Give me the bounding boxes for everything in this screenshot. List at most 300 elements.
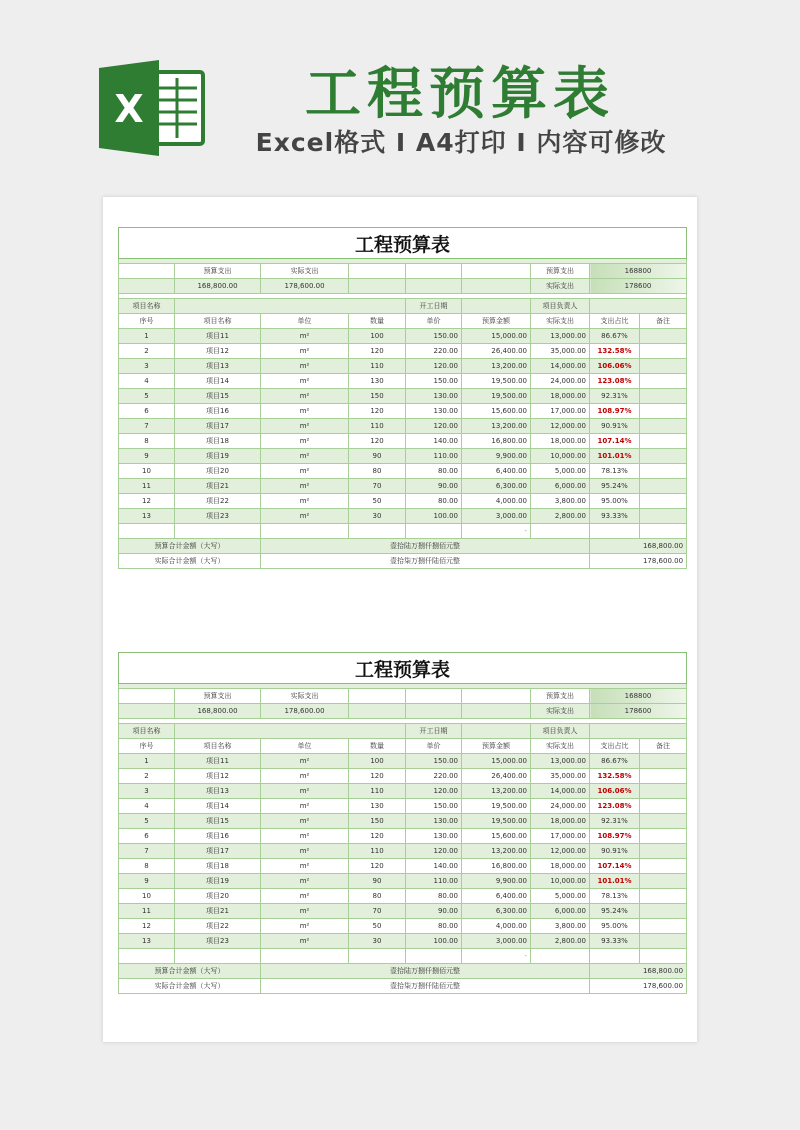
row-budget[interactable]: 3,000.00 (462, 509, 531, 524)
row-actual[interactable]: 18,000.00 (531, 814, 590, 829)
summary-cell[interactable] (349, 279, 406, 294)
row-budget[interactable]: 6,400.00 (462, 464, 531, 479)
summary-cell[interactable] (406, 704, 462, 719)
row-no: 4 (119, 374, 175, 389)
row-unit[interactable]: m² (261, 829, 349, 844)
row-qty[interactable]: 150 (349, 814, 406, 829)
row-no: 1 (119, 754, 175, 769)
total-actual-row (119, 554, 687, 569)
row-unit[interactable]: m² (261, 419, 349, 434)
cell[interactable] (640, 524, 687, 539)
summary-cell[interactable] (349, 689, 406, 704)
row-budget[interactable]: 16,800.00 (462, 434, 531, 449)
summary-right-budget-value[interactable]: 168800 (590, 689, 687, 704)
row-price[interactable]: 80.00 (406, 464, 462, 479)
summary-actual-label: 实际支出 (261, 264, 349, 279)
row-name[interactable]: 项目23 (175, 509, 261, 524)
row-name[interactable]: 项目20 (175, 464, 261, 479)
row-budget[interactable]: 19,500.00 (462, 374, 531, 389)
excel-logo-icon (97, 58, 207, 158)
cell[interactable] (119, 949, 175, 964)
row-qty[interactable]: 90 (349, 449, 406, 464)
row-no: 2 (119, 769, 175, 784)
row-unit[interactable]: m² (261, 784, 349, 799)
row-name[interactable]: 项目13 (175, 359, 261, 374)
row-qty[interactable]: 90 (349, 874, 406, 889)
row-budget[interactable]: 6,400.00 (462, 889, 531, 904)
row-actual[interactable]: 14,000.00 (531, 784, 590, 799)
row-note[interactable] (640, 769, 687, 784)
row-ratio: 95.00% (590, 494, 640, 509)
row-no: 10 (119, 889, 175, 904)
logo-letter: X (114, 87, 144, 131)
row-no: 6 (119, 404, 175, 419)
row-note[interactable] (640, 389, 687, 404)
row-qty[interactable]: 70 (349, 904, 406, 919)
col-header-ratio: 支出占比 (590, 739, 640, 754)
row-actual[interactable]: 3,800.00 (531, 919, 590, 934)
row-no: 3 (119, 784, 175, 799)
summary-cell[interactable] (119, 279, 175, 294)
row-no: 3 (119, 359, 175, 374)
row-note[interactable] (640, 344, 687, 359)
cell[interactable] (640, 949, 687, 964)
row-qty[interactable]: 120 (349, 404, 406, 419)
row-no: 2 (119, 344, 175, 359)
row-price[interactable]: 80.00 (406, 494, 462, 509)
row-actual[interactable]: 10,000.00 (531, 449, 590, 464)
manager-label: 项目负责人 (531, 724, 590, 739)
row-actual[interactable]: 13,000.00 (531, 329, 590, 344)
row-note[interactable] (640, 404, 687, 419)
row-name[interactable]: 项目11 (175, 754, 261, 769)
row-no: 12 (119, 919, 175, 934)
row-unit[interactable]: m² (261, 814, 349, 829)
row-qty[interactable]: 120 (349, 769, 406, 784)
row-unit[interactable]: m² (261, 859, 349, 874)
row-no: 12 (119, 494, 175, 509)
cell[interactable] (261, 949, 349, 964)
row-no: 8 (119, 434, 175, 449)
row-note[interactable] (640, 919, 687, 934)
row-actual[interactable]: 3,800.00 (531, 494, 590, 509)
row-unit[interactable]: m² (261, 889, 349, 904)
row-budget[interactable]: 19,500.00 (462, 799, 531, 814)
row-price[interactable]: 110.00 (406, 874, 462, 889)
row-actual[interactable]: 18,000.00 (531, 434, 590, 449)
summary-cell[interactable] (462, 279, 531, 294)
row-note[interactable] (640, 829, 687, 844)
row-ratio: 93.33% (590, 509, 640, 524)
row-ratio: 95.24% (590, 904, 640, 919)
row-unit[interactable]: m² (261, 374, 349, 389)
row-budget[interactable]: 26,400.00 (462, 769, 531, 784)
row-actual[interactable]: 13,000.00 (531, 754, 590, 769)
summary-cell[interactable] (462, 704, 531, 719)
table-row (119, 464, 687, 479)
row-actual[interactable]: 18,000.00 (531, 859, 590, 874)
row-unit[interactable]: m² (261, 769, 349, 784)
row-note[interactable] (640, 859, 687, 874)
row-budget[interactable]: 26,400.00 (462, 344, 531, 359)
summary-actual-value[interactable]: 178,600.00 (261, 279, 349, 294)
row-price[interactable]: 120.00 (406, 844, 462, 859)
row-qty[interactable]: 110 (349, 419, 406, 434)
summary-cell[interactable] (406, 264, 462, 279)
col-header-actual: 实际支出 (531, 739, 590, 754)
row-unit[interactable]: m² (261, 509, 349, 524)
summary-actual-value[interactable]: 178,600.00 (261, 704, 349, 719)
row-name[interactable]: 项目14 (175, 799, 261, 814)
row-note[interactable] (640, 329, 687, 344)
row-price[interactable]: 110.00 (406, 449, 462, 464)
row-qty[interactable]: 110 (349, 784, 406, 799)
row-ratio: 78.13% (590, 464, 640, 479)
row-price[interactable]: 90.00 (406, 904, 462, 919)
row-no: 5 (119, 389, 175, 404)
summary-cell[interactable] (406, 689, 462, 704)
summary-cell[interactable] (119, 689, 175, 704)
row-name[interactable]: 项目16 (175, 404, 261, 419)
row-price[interactable]: 150.00 (406, 374, 462, 389)
row-note[interactable] (640, 754, 687, 769)
row-name[interactable]: 项目23 (175, 934, 261, 949)
summary-right-actual-value[interactable]: 178600 (590, 279, 687, 294)
row-unit[interactable]: m² (261, 904, 349, 919)
row-name[interactable]: 项目17 (175, 419, 261, 434)
row-name[interactable]: 项目13 (175, 784, 261, 799)
summary-cell[interactable] (119, 704, 175, 719)
row-qty[interactable]: 100 (349, 754, 406, 769)
row-name[interactable]: 项目12 (175, 344, 261, 359)
row-price[interactable]: 130.00 (406, 389, 462, 404)
row-unit[interactable]: m² (261, 389, 349, 404)
row-ratio: 92.31% (590, 389, 640, 404)
table-row (119, 799, 687, 814)
summary-cell[interactable] (462, 689, 531, 704)
row-actual[interactable]: 12,000.00 (531, 844, 590, 859)
row-actual[interactable]: 6,000.00 (531, 904, 590, 919)
row-note[interactable] (640, 904, 687, 919)
row-budget[interactable]: 4,000.00 (462, 494, 531, 509)
row-note[interactable] (640, 464, 687, 479)
row-actual[interactable]: 17,000.00 (531, 829, 590, 844)
total-actual-words: 壹拾柒万捌仟陆佰元整 (261, 554, 590, 569)
banner-title: 工程预算表 (305, 62, 615, 127)
promo-header (0, 0, 800, 190)
row-qty[interactable]: 120 (349, 859, 406, 874)
row-price[interactable]: 120.00 (406, 419, 462, 434)
row-note[interactable] (640, 509, 687, 524)
col-header-note: 备注 (640, 314, 687, 329)
row-budget[interactable]: 15,000.00 (462, 329, 531, 344)
row-ratio: 107.14% (590, 859, 640, 874)
row-actual[interactable]: 10,000.00 (531, 874, 590, 889)
row-ratio: 106.06% (590, 359, 640, 374)
row-actual[interactable]: 2,800.00 (531, 509, 590, 524)
row-price[interactable]: 120.00 (406, 784, 462, 799)
row-qty[interactable]: 120 (349, 434, 406, 449)
row-actual[interactable]: 24,000.00 (531, 374, 590, 389)
row-qty[interactable]: 110 (349, 359, 406, 374)
cell[interactable] (175, 949, 261, 964)
table-row (119, 404, 687, 419)
row-budget[interactable]: 9,900.00 (462, 874, 531, 889)
row-actual[interactable]: 2,800.00 (531, 934, 590, 949)
row-qty[interactable]: 150 (349, 389, 406, 404)
table-row (119, 904, 687, 919)
start-date-value[interactable] (462, 299, 531, 314)
row-name[interactable]: 项目14 (175, 374, 261, 389)
table-row (119, 494, 687, 509)
manager-value[interactable] (590, 299, 687, 314)
blank-row-mark: - (462, 949, 531, 964)
cell[interactable] (119, 524, 175, 539)
row-ratio: 90.91% (590, 844, 640, 859)
cell[interactable] (590, 524, 640, 539)
row-price[interactable]: 130.00 (406, 404, 462, 419)
row-no: 7 (119, 844, 175, 859)
row-note[interactable] (640, 874, 687, 889)
table-title: 工程预算表 (119, 228, 687, 259)
summary-cell[interactable] (119, 264, 175, 279)
row-qty[interactable]: 70 (349, 479, 406, 494)
row-unit[interactable]: m² (261, 479, 349, 494)
row-ratio: 86.67% (590, 754, 640, 769)
row-no: 5 (119, 814, 175, 829)
total-budget-row (119, 539, 687, 554)
row-price[interactable]: 220.00 (406, 769, 462, 784)
row-actual[interactable]: 17,000.00 (531, 404, 590, 419)
summary-right-actual-value[interactable]: 178600 (590, 704, 687, 719)
row-note[interactable] (640, 374, 687, 389)
total-actual-value: 178,600.00 (590, 554, 687, 569)
row-budget[interactable]: 13,200.00 (462, 359, 531, 374)
row-price[interactable]: 150.00 (406, 329, 462, 344)
cell[interactable] (261, 524, 349, 539)
cell[interactable] (406, 949, 462, 964)
row-qty[interactable]: 130 (349, 799, 406, 814)
cell[interactable] (531, 949, 590, 964)
table-row (119, 829, 687, 844)
row-price[interactable]: 220.00 (406, 344, 462, 359)
row-price[interactable]: 130.00 (406, 829, 462, 844)
row-qty[interactable]: 110 (349, 844, 406, 859)
row-note[interactable] (640, 934, 687, 949)
row-budget[interactable]: 9,900.00 (462, 449, 531, 464)
row-price[interactable]: 80.00 (406, 889, 462, 904)
row-actual[interactable]: 5,000.00 (531, 889, 590, 904)
column-header-row (119, 739, 687, 754)
row-qty[interactable]: 80 (349, 889, 406, 904)
row-name[interactable]: 项目17 (175, 844, 261, 859)
row-name[interactable]: 项目15 (175, 389, 261, 404)
row-name[interactable]: 项目19 (175, 874, 261, 889)
row-name[interactable]: 项目19 (175, 449, 261, 464)
row-price[interactable]: 100.00 (406, 509, 462, 524)
budget-table (118, 652, 687, 994)
row-note[interactable] (640, 889, 687, 904)
row-name[interactable]: 项目22 (175, 494, 261, 509)
row-qty[interactable]: 50 (349, 494, 406, 509)
row-price[interactable]: 150.00 (406, 799, 462, 814)
cell[interactable] (349, 949, 406, 964)
row-name[interactable]: 项目20 (175, 889, 261, 904)
cell[interactable] (406, 524, 462, 539)
row-price[interactable]: 100.00 (406, 934, 462, 949)
row-unit[interactable]: m² (261, 919, 349, 934)
row-budget[interactable]: 15,000.00 (462, 754, 531, 769)
row-unit[interactable]: m² (261, 464, 349, 479)
row-budget[interactable]: 19,500.00 (462, 389, 531, 404)
row-actual[interactable]: 14,000.00 (531, 359, 590, 374)
row-price[interactable]: 90.00 (406, 479, 462, 494)
table-row (119, 329, 687, 344)
summary-right-budget-value[interactable]: 168800 (590, 264, 687, 279)
row-unit[interactable]: m² (261, 434, 349, 449)
row-note[interactable] (640, 814, 687, 829)
row-note[interactable] (640, 449, 687, 464)
row-budget[interactable]: 13,200.00 (462, 419, 531, 434)
row-actual[interactable]: 12,000.00 (531, 419, 590, 434)
row-budget[interactable]: 4,000.00 (462, 919, 531, 934)
row-no: 10 (119, 464, 175, 479)
row-qty[interactable]: 120 (349, 344, 406, 359)
row-unit[interactable]: m² (261, 494, 349, 509)
col-header-no: 序号 (119, 739, 175, 754)
blank-row-mark: - (462, 524, 531, 539)
cell[interactable] (349, 524, 406, 539)
row-note[interactable] (640, 494, 687, 509)
cell[interactable] (531, 524, 590, 539)
row-budget[interactable]: 6,300.00 (462, 904, 531, 919)
start-date-value[interactable] (462, 724, 531, 739)
row-name[interactable]: 项目18 (175, 434, 261, 449)
row-unit[interactable]: m² (261, 874, 349, 889)
total-actual-value: 178,600.00 (590, 979, 687, 994)
row-actual[interactable]: 35,000.00 (531, 344, 590, 359)
column-header-row (119, 314, 687, 329)
total-budget-words: 壹拾陆万捌仟捌佰元整 (261, 539, 590, 554)
summary-cell[interactable] (349, 704, 406, 719)
row-name[interactable]: 项目22 (175, 919, 261, 934)
row-unit[interactable]: m² (261, 329, 349, 344)
row-note[interactable] (640, 419, 687, 434)
row-name[interactable]: 项目11 (175, 329, 261, 344)
summary-right-budget-label: 预算支出 (531, 689, 590, 704)
row-actual[interactable]: 6,000.00 (531, 479, 590, 494)
row-name[interactable]: 项目21 (175, 479, 261, 494)
row-budget[interactable]: 13,200.00 (462, 844, 531, 859)
row-note[interactable] (640, 799, 687, 814)
blank-row (119, 949, 687, 964)
row-note[interactable] (640, 434, 687, 449)
row-unit[interactable]: m² (261, 754, 349, 769)
project-name-value[interactable] (175, 724, 406, 739)
col-header-name: 项目名称 (175, 739, 261, 754)
row-unit[interactable]: m² (261, 344, 349, 359)
row-budget[interactable]: 13,200.00 (462, 784, 531, 799)
cell[interactable] (590, 949, 640, 964)
row-price[interactable]: 140.00 (406, 859, 462, 874)
row-ratio: 90.91% (590, 419, 640, 434)
row-unit[interactable]: m² (261, 844, 349, 859)
row-name[interactable]: 项目15 (175, 814, 261, 829)
row-ratio: 95.24% (590, 479, 640, 494)
row-note[interactable] (640, 479, 687, 494)
row-budget[interactable]: 6,300.00 (462, 479, 531, 494)
summary-budget-value[interactable]: 168,800.00 (175, 279, 261, 294)
table-row (119, 859, 687, 874)
row-actual[interactable]: 35,000.00 (531, 769, 590, 784)
row-qty[interactable]: 130 (349, 374, 406, 389)
row-qty[interactable]: 120 (349, 829, 406, 844)
col-header-unit: 单位 (261, 314, 349, 329)
row-price[interactable]: 150.00 (406, 754, 462, 769)
row-qty[interactable]: 30 (349, 934, 406, 949)
row-note[interactable] (640, 784, 687, 799)
row-ratio: 132.58% (590, 769, 640, 784)
row-price[interactable]: 80.00 (406, 919, 462, 934)
row-unit[interactable]: m² (261, 799, 349, 814)
col-header-qty: 数量 (349, 314, 406, 329)
row-note[interactable] (640, 844, 687, 859)
banner-subtitle: Excel格式 I A4打印 I 内容可修改 (255, 128, 667, 157)
row-price[interactable]: 120.00 (406, 359, 462, 374)
summary-cell[interactable] (406, 279, 462, 294)
row-ratio: 107.14% (590, 434, 640, 449)
manager-value[interactable] (590, 724, 687, 739)
summary-right-actual-label: 实际支出 (531, 279, 590, 294)
row-price[interactable]: 130.00 (406, 814, 462, 829)
row-budget[interactable]: 3,000.00 (462, 934, 531, 949)
row-ratio: 93.33% (590, 934, 640, 949)
row-qty[interactable]: 100 (349, 329, 406, 344)
row-budget[interactable]: 15,600.00 (462, 829, 531, 844)
row-unit[interactable]: m² (261, 934, 349, 949)
row-unit[interactable]: m² (261, 404, 349, 419)
row-unit[interactable]: m² (261, 449, 349, 464)
summary-cell[interactable] (462, 264, 531, 279)
row-name[interactable]: 项目18 (175, 859, 261, 874)
row-actual[interactable]: 5,000.00 (531, 464, 590, 479)
row-qty[interactable]: 50 (349, 919, 406, 934)
row-name[interactable]: 项目12 (175, 769, 261, 784)
row-qty[interactable]: 30 (349, 509, 406, 524)
row-name[interactable]: 项目21 (175, 904, 261, 919)
project-name-label: 项目名称 (119, 724, 175, 739)
row-note[interactable] (640, 359, 687, 374)
row-price[interactable]: 140.00 (406, 434, 462, 449)
row-unit[interactable]: m² (261, 359, 349, 374)
row-actual[interactable]: 18,000.00 (531, 389, 590, 404)
row-actual[interactable]: 24,000.00 (531, 799, 590, 814)
row-budget[interactable]: 15,600.00 (462, 404, 531, 419)
document-page (103, 197, 697, 1042)
row-budget[interactable]: 16,800.00 (462, 859, 531, 874)
row-qty[interactable]: 80 (349, 464, 406, 479)
row-ratio: 101.01% (590, 449, 640, 464)
budget-table-block (118, 652, 686, 994)
col-header-budget: 预算金额 (462, 314, 531, 329)
project-name-value[interactable] (175, 299, 406, 314)
row-budget[interactable]: 19,500.00 (462, 814, 531, 829)
col-header-name: 项目名称 (175, 314, 261, 329)
summary-cell[interactable] (349, 264, 406, 279)
row-name[interactable]: 项目16 (175, 829, 261, 844)
summary-budget-value[interactable]: 168,800.00 (175, 704, 261, 719)
cell[interactable] (175, 524, 261, 539)
